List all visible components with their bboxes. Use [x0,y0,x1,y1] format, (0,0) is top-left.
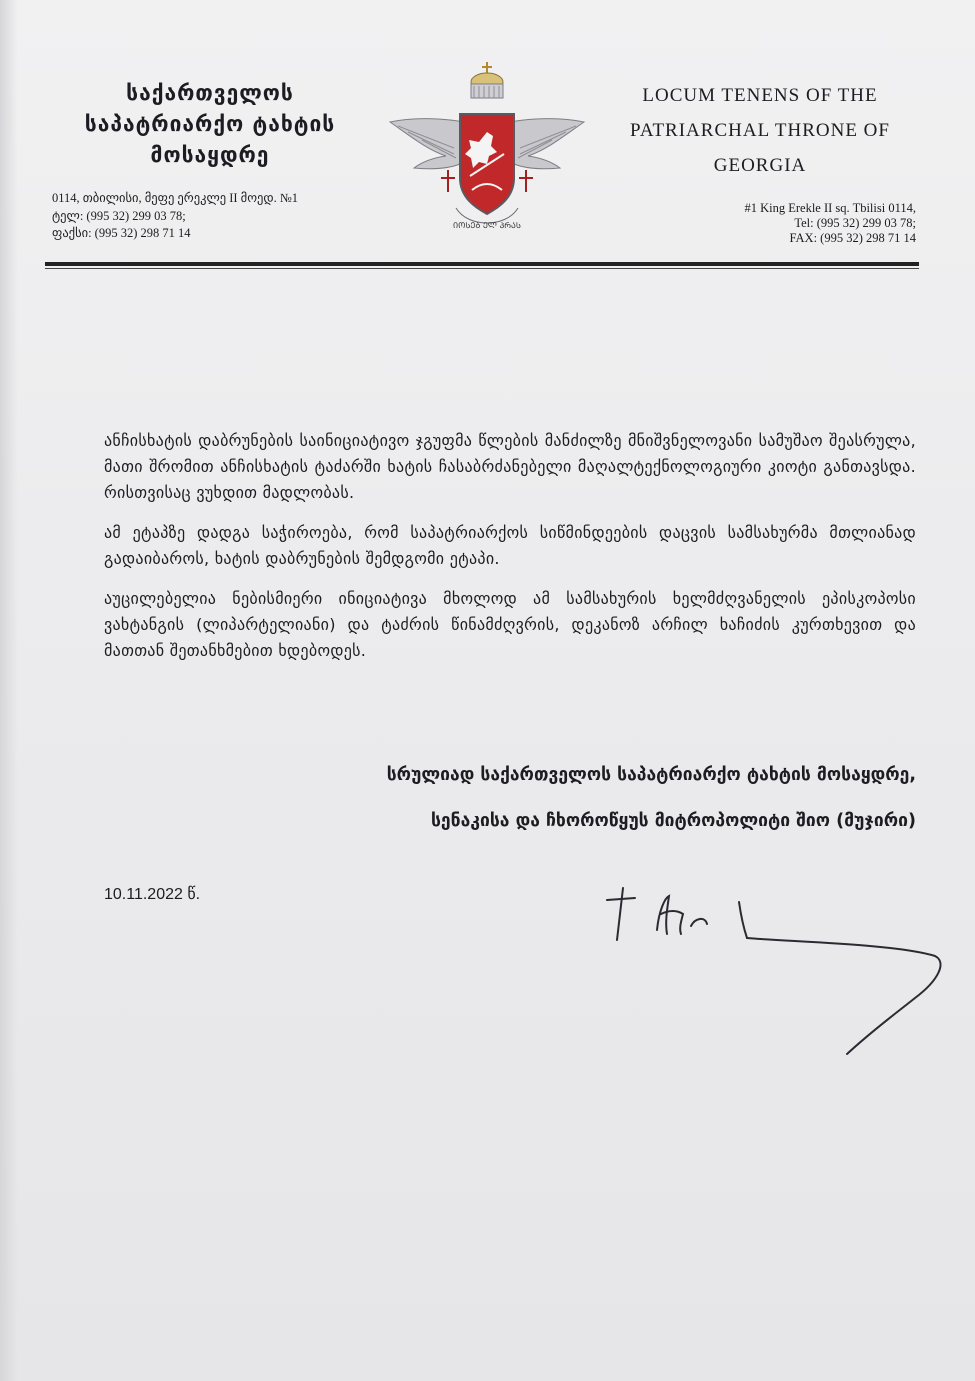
header-divider [45,262,919,266]
header-georgian-title-line: მოსაყდრე [150,143,270,167]
emblem-shield [460,114,514,214]
header-georgian-title [40,78,380,171]
address-line: 0114, თბილისი, მეფე ერეკლე II მოედ. №1 [52,191,299,205]
header-georgian-title-line: საქართველოს [126,81,294,105]
address-line: #1 King Erekle II sq. Tbilisi 0114, [744,201,916,215]
header-english-title [605,78,915,183]
handwritten-signature [595,880,955,1065]
signatory-block [250,752,916,844]
letter-date: 10.11.2022 წ. [104,886,201,903]
signatory-title: სრულიად საქართველოს საპატრიარქო ტახტის მოსაყდრე, [386,765,916,785]
phone-line: ტელ: (995 32) 299 03 78; [52,208,186,223]
header-georgian-title-line: საპატრიარქო ტახტის [84,112,336,136]
page-edge-shadow [0,0,18,1381]
phone-line: Tel: (995 32) 299 03 78; [794,216,916,230]
header-english-title-line: GEORGIA [713,155,807,176]
header-divider-thin [45,268,919,269]
patriarchate-emblem [388,58,586,234]
body-paragraph: ამ ეტაპზე დადგა საჭიროება, რომ საპატრიარქოს სიწმინდეების დაცვის სამსახურმა მთლიანად გადაიბაროს, ხატის დაბრუნების შემდგომი ეტაპი. [104,523,916,568]
header-english-title-line: PATRIARCHAL THRONE OF [630,120,890,141]
letter-body [104,428,916,678]
address-english [620,201,916,246]
header-english-title-line: LOCUM TENENS OF THE [642,85,878,106]
body-paragraph: ანჩისხატის დაბრუნების საინიციატივო ჯგუფმა წლების მანძილზე მნიშვნელოვანი სამუშაო შეასრულა, მათი შრომით ანჩისხატის ტაძარში ხატის ჩასაბრძანებელი მაღალტექნოლოგიური კიოტი განთავსდა. რისთვისაც ვუხდით მადლობას. [104,431,916,502]
fax-line: FAX: (995 32) 298 71 14 [789,231,916,245]
body-paragraph: აუცილებელია ნებისმიერი ინიციატივა მხოლოდ ამ სამსახურის ხელმძღვანელის ეპისკოპოსი ვახტანგის (ლიპარტელიანი) და ტაძრის წინამძღვრის, დეკანოზ არჩილ ხაჩიძის კურთხევით და მათთან შეთანხმებით ხდებოდეს. [104,589,916,660]
address-georgian [52,190,372,243]
emblem-dome [471,62,503,98]
fax-line: ფაქსი: (995 32) 298 71 14 [52,226,191,240]
signatory-name: სენაკისა და ჩხოროწყუს მიტროპოლიტი შიო (მუჯირი) [430,811,916,831]
emblem-inscription: ᲘᲝᲡᲔᲑ ᲔᲚ ᲞᲠᲐᲡ [453,221,521,230]
